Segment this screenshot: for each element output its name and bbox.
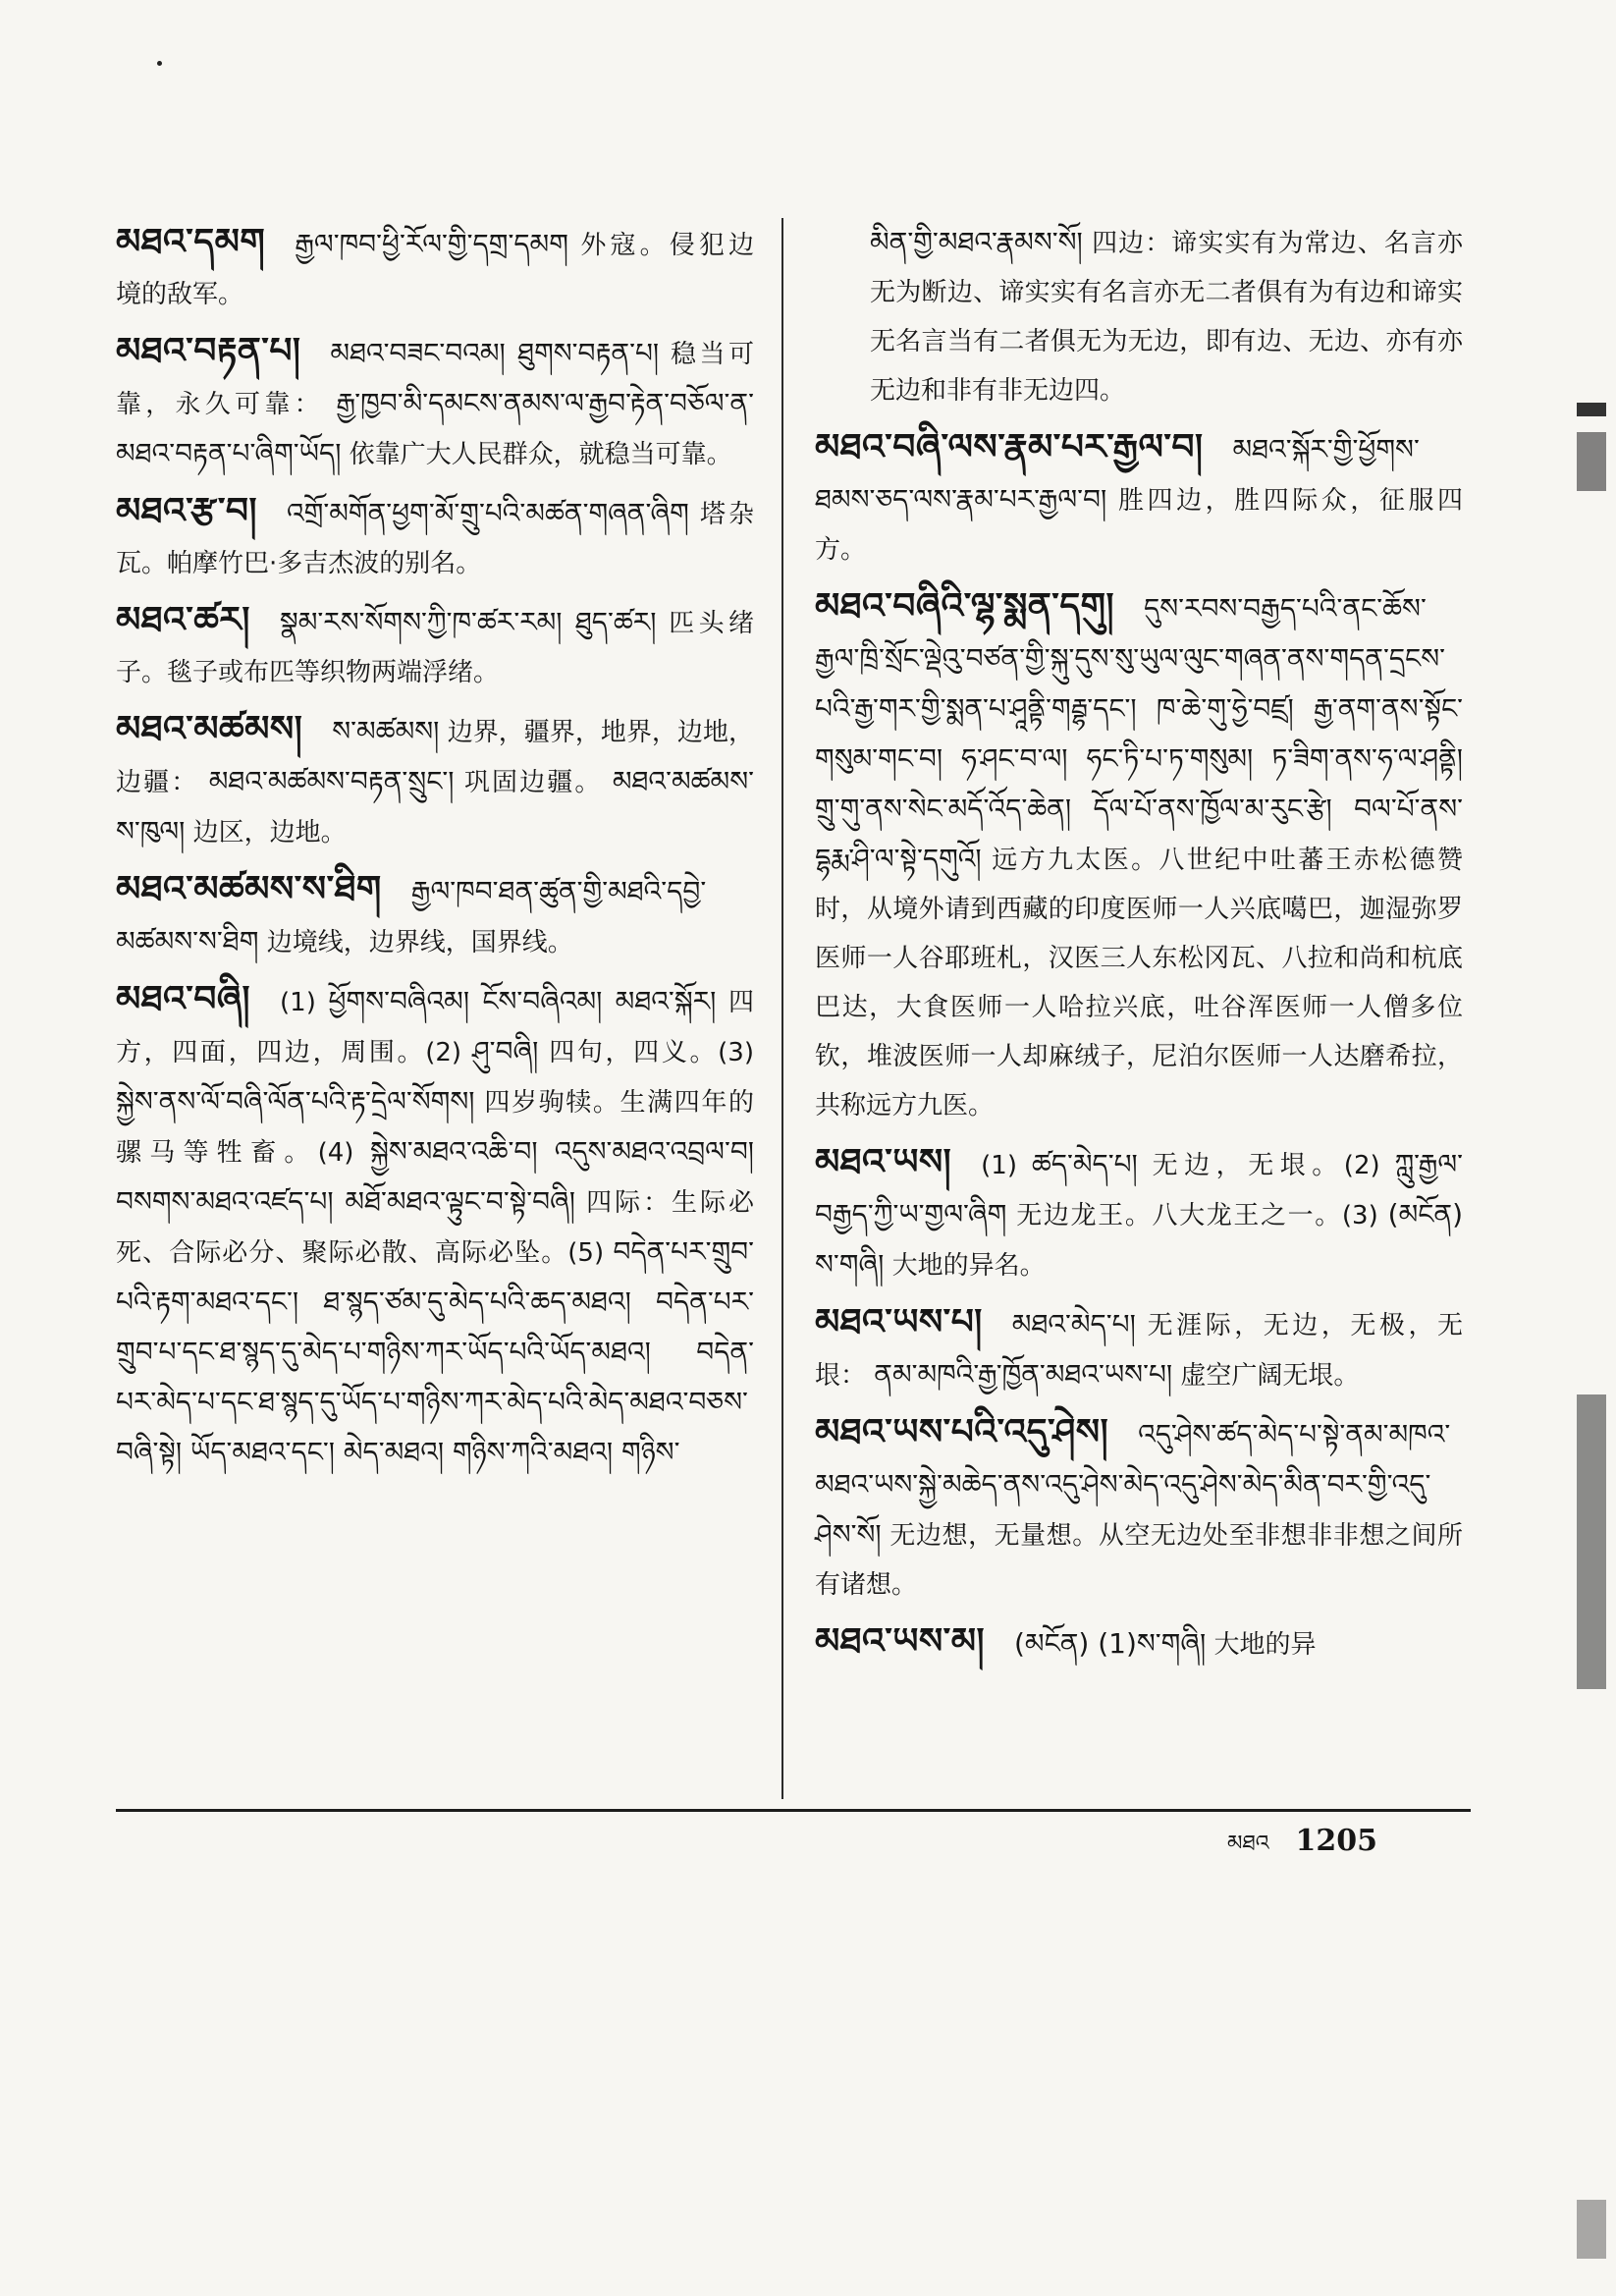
dictionary-entry	[815, 1298, 1463, 1400]
tibetan-text: ཚད་མེད་པ།	[1031, 1148, 1138, 1180]
chinese-definition: 依靠广大人民群众，就稳当可靠。	[349, 440, 732, 469]
chinese-definition: (1)	[981, 1151, 1017, 1180]
chinese-definition: 胜四边，胜四际众，征服四方。	[815, 486, 1463, 565]
tibetan-text: སྐྱེས་མཐའ་འཆི་བ། འདུས་མཐའ་འབྲལ་བ། བསགས་མཐའ་འཛད་པ། མཐོ་མཐའ་ལྟུང་བ་སྟེ་བཞི།	[116, 1135, 754, 1218]
tibetan-text: ཀླུ་རྒྱལ་བརྒྱད་ཀྱི་ཡ་གྱལ་ཞིག	[815, 1148, 1464, 1230]
entry-headword: མཐའ་ཚར།	[116, 600, 250, 640]
chinese-definition: 无涯际，无边，无极，无垠：	[815, 1311, 1463, 1391]
tibetan-text: ཤུ་བཞི།	[471, 1035, 539, 1067]
chinese-definition: 虚空广阔无垠。	[1180, 1361, 1360, 1391]
chinese-definition: 边区，边地。	[192, 818, 347, 847]
entry-headword: མཐའ་བཞི།	[116, 979, 251, 1019]
dictionary-entry	[116, 975, 754, 1478]
tibetan-text: མཐའ་མཚམས་ས་ཁུལ།	[116, 765, 754, 847]
chinese-definition: 巩固边疆。	[463, 768, 603, 797]
entry-headword: མཐའ་ཡས།	[815, 1142, 952, 1182]
footer-rule	[116, 1809, 1471, 1812]
tibetan-text: རྒྱ་ཁྱབ་མི་དམངས་ནམས་ལ་རྒྱབ་རྟེན་བཅོལ་ན་མཐའ་བརྟན་པ་ཞིག་ཡོད།	[116, 387, 754, 469]
tibetan-text: (མངོན) ས་གཞི།	[815, 1198, 1463, 1281]
entry-headword: མཐའ་ཡས་པའི་འདུ་ཤེས།	[815, 1412, 1109, 1452]
entry-headword: མཐའ་ཡས་མ།	[815, 1621, 985, 1662]
tibetan-text: སྣམ་རས་སོགས་ཀྱི་ཁ་ཚར་རམ། ཐུད་ཚར།	[279, 606, 657, 638]
tibetan-text: མཐའ་མེད་པ།	[1011, 1308, 1136, 1340]
chinese-definition: 四句，四义。(3)	[549, 1038, 754, 1067]
entry-headword: མཐའ་བཞི་ལས་རྣམ་པར་རྒྱལ་བ།	[815, 427, 1204, 467]
entry-headword: མཐའ་རྩ་བ།	[116, 491, 258, 531]
dictionary-entry	[116, 705, 754, 857]
dictionary-entry	[116, 865, 754, 967]
chinese-definition: (1)	[280, 988, 316, 1017]
tibetan-text: མཐའ་བཟང་བའམ། ཐུགས་བརྟན་པ།	[330, 337, 660, 369]
chinese-definition: 四际：生际必死、合际必分、聚际必散、高际必坠。(5)	[116, 1188, 754, 1268]
tibetan-text: མིན་གྱི་མཐའ་རྣམས་སོ།	[870, 226, 1083, 258]
dictionary-entry	[116, 487, 754, 588]
entry-headword: མཐའ་བརྟན་པ།	[116, 331, 301, 371]
dictionary-entry	[116, 596, 754, 697]
right-column	[815, 218, 1463, 1677]
entry-headword: མཐའ་བཞིའི་ལྷ་སྨན་དགུ།	[815, 586, 1115, 627]
tibetan-text: འགྲོ་མགོན་ཕྱག་མོ་གྲུ་པའི་མཚན་གཞན་ཞིག	[287, 497, 689, 529]
chinese-definition: 四方，四面，四边，周围。(2)	[116, 988, 754, 1067]
running-head-word: མཐའ	[1227, 1831, 1269, 1856]
tibetan-text: (མངོན) (1)ས་གཞི།	[1013, 1627, 1207, 1660]
chinese-definition: 四边：谛实实有为常边、名言亦无为断边、谛实实有名言亦无二者俱有为有边和谛实无名言当有二者俱无为无边，即有边、无边、亦有亦无边和非有非无边四。	[870, 229, 1463, 406]
tibetan-text: ཕྱོགས་བཞིའམ། ངོས་བཞིའམ། མཐའ་སྐོར།	[328, 985, 717, 1017]
tibetan-text: དུས་རབས་བརྒྱད་པའི་ནང་ཆོས་རྒྱལ་ཁྲི་སྲོང་ལྡེའུ་བཙན་གྱི་སྐུ་དུས་སུ་ཡུལ་ལུང་གཞན་ནས་གདན་དྲངས་པའི་རྒྱ་གར་གྱི་སྨན་པ་ཤཱནྟི་གརྦྷ་དང་། ཁ་ཆེ་གུ་ཧྱེ་བཛྲ། རྒྱ་ནག་ནས་སྟོང་གསུམ་གང་བ། ཧ་ཤང་བ་ལ། ཧང་ཏི་པ་ཏ་གསུམ། ཏ་ཟིག་ནས་ཧ་ལ་ཤནྟི། གྲུ་གུ་ནས་སེང་མདོ་འོད་ཆེན། དོལ་པོ་ནས་ཁྱོལ་མ་རུང་རྩེ། བལ་པོ་ནས་དྷརྨ་ཤི་ལ་སྟེ་དགུའོ།	[815, 592, 1463, 875]
chinese-definition: 边境线，边界线，国界线。	[266, 928, 573, 957]
dictionary-entry	[815, 582, 1463, 1130]
tibetan-text: རྒྱལ་ཁབ་ཐན་ཚུན་གྱི་མཐའི་དབྱེ་མཚམས་ས་ཐིག	[116, 875, 707, 957]
tibetan-text: རྒྱལ་ཁབ་ཕྱི་རོལ་གྱི་དགྲ་དམག	[295, 228, 568, 260]
column-divider	[781, 218, 783, 1799]
chinese-definition: 无边想，无量想。从空无边处至非想非非想之间所有诸想。	[815, 1521, 1463, 1600]
ink-dot	[157, 61, 162, 66]
chinese-definition: 大地的异	[1213, 1630, 1317, 1660]
chinese-definition: 匹头绪子。毯子或布匹等织物两端浮绪。	[116, 609, 755, 687]
chinese-definition: 远方九太医。八世纪中吐蕃王赤松德赞时，从境外请到西藏的印度医师一人兴底噶巴，迦湿弥罗医师一人谷耶班札，汉医三人东松冈瓦、八拉和尚和杭底巴达，大食医师一人哈拉兴底，吐谷浑医师一人僧多位钦，堆波医师一人却麻绒子，尼泊尔医师一人达磨希拉，共称远方九医。	[815, 846, 1463, 1121]
dictionary-entry	[116, 218, 754, 319]
scan-margin-marks	[1577, 39, 1610, 2278]
dictionary-entry	[815, 1408, 1463, 1610]
entry-headword: མཐའ་དམག	[116, 222, 266, 262]
page-number: 1205	[1295, 1824, 1377, 1858]
entry-headword: མཐའ་མཚམས།	[116, 709, 303, 749]
tibetan-text: མཐའ་མཚམས་བརྟན་སྲུང་།	[208, 765, 455, 797]
chinese-definition: 无边龙王。八大龙王之一。(3)	[1016, 1201, 1378, 1230]
dictionary-entry	[815, 218, 1463, 415]
chinese-definition: 无边，无垠。(2)	[1152, 1151, 1380, 1180]
entry-headword: མཐའ་མཚམས་ས་ཐིག	[116, 869, 382, 909]
tibetan-text: ས་མཚམས།	[332, 715, 440, 747]
chinese-definition: 塔杂瓦。帕摩竹巴·多吉杰波的别名。	[116, 500, 754, 578]
dictionary-entry	[815, 1617, 1463, 1669]
tibetan-text: འདུ་ཤེས་ཚད་མེད་པ་སྟེ་ནམ་མཁའ་མཐའ་ཡས་སྐྱེ་མཆེད་ནས་འདུ་ཤེས་མེད་འདུ་ཤེས་མེད་མིན་བར་གྱི་འདུ་ཤེས་སོ།	[815, 1418, 1451, 1551]
chinese-definition: 外寇。侵犯边境的敌军。	[116, 231, 754, 309]
chinese-definition: 边界，疆界，地界，边地，边疆：	[116, 718, 754, 797]
tibetan-text: ནམ་མཁའི་རྒྱ་ཁྱོན་མཐའ་ཡས་པ།	[874, 1358, 1173, 1391]
tibetan-text: སྐྱེས་ནས་ལོ་བཞི་ལོན་པའི་རྟ་དྲེལ་སོགས།	[116, 1085, 475, 1118]
dictionary-entry	[815, 423, 1463, 574]
chinese-definition: 大地的异名。	[891, 1251, 1046, 1281]
dictionary-entry	[815, 1138, 1463, 1290]
left-column	[116, 218, 754, 1486]
tibetan-text: མཐའ་སྐོར་གྱི་ཕྱོགས་ཐམས་ཅད་ལས་རྣམ་པར་རྒྱལ་བ།	[815, 433, 1420, 516]
entry-headword: མཐའ་ཡས་པ།	[815, 1302, 983, 1342]
chinese-definition: 四岁驹犊。生满四年的骡马等牲畜。(4)	[116, 1088, 754, 1168]
dictionary-entry	[116, 327, 754, 479]
chinese-definition: 稳当可靠，永久可靠：	[116, 340, 754, 419]
tibetan-text: བདེན་པར་གྲུབ་པའི་རྟག་མཐའ་དང་། ཐ་སྙད་ཙམ་དུ་མེད་པའི་ཆད་མཐའ། བདེན་པར་གྲུབ་པ་དང་ཐ་སྙད་དུ་མེད་པ་གཉིས་ཀར་ཡོད་པའི་ཡོད་མཐའ། བདེན་པར་མེད་པ་དང་ཐ་སྙད་དུ་ཡོད་པ་གཉིས་ཀར་མེད་པའི་མེད་མཐའ་བཅས་བཞི་སྟེ། ཡོད་མཐའ་དང་། མེད་མཐའ། གཉིས་ཀའི་མཐའ། གཉིས་	[116, 1235, 754, 1468]
page-footer	[1227, 1819, 1473, 1880]
